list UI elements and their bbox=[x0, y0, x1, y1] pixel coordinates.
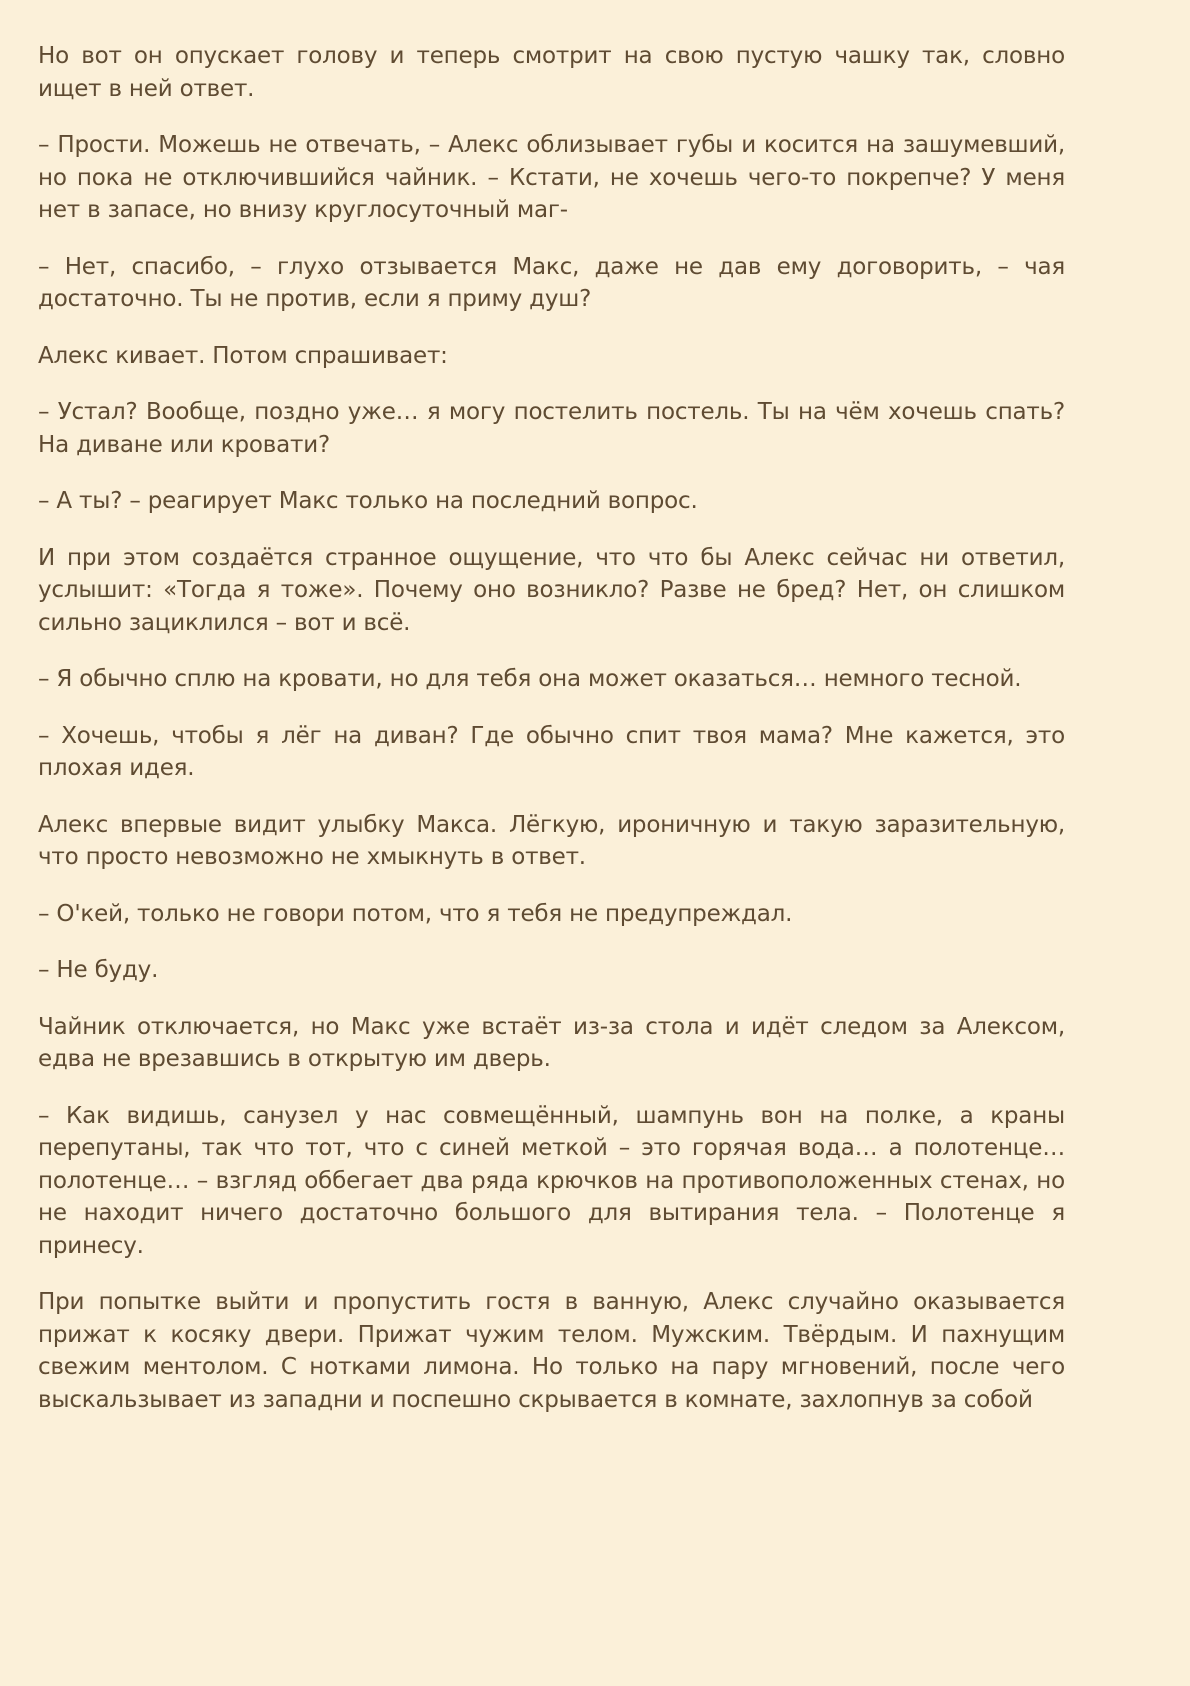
paragraph-8: – Я обычно сплю на кровати, но для тебя она может оказаться… немного тесной. bbox=[38, 666, 1022, 692]
paragraph-7: И при этом создаётся странное ощущение, что что бы Алекс сейчас ни ответил, услышит: «Тогда я тоже». Почему оно возникло? Разве не бред? Нет, он слишком сильно зациклился – вот и всё. bbox=[38, 544, 1065, 636]
paragraph-15: При попытке выйти и пропустить гостя в ванную, Алекс случайно оказывается прижат к косяку двери. Прижат чужим телом. Мужским. Твёрдым. И пахнущим свежим ментолом. С нотками лимона. Но только на пару мгновений, после чего выскальзывает из западни и поспешно скрывается в комнате, захлопнув за собой bbox=[38, 1289, 1065, 1413]
paragraph-9: – Хочешь, чтобы я лёг на диван? Где обычно спит твоя мама? Мне кажется, это плохая идея. bbox=[38, 722, 1065, 781]
paragraph-14: – Как видишь, санузел у нас совмещённый, шампунь вон на полке, а краны перепутаны, так что тот, что с синей меткой – это горячая вода… а полотенце… полотенце… – взгляд оббегает два ряда крючков на противоположенных стенах, но не находит ничего достаточно большого для вытирания тела. – Полотенце я принесу. bbox=[38, 1102, 1065, 1259]
paragraph-2: – Прости. Можешь не отвечать, – Алекс облизывает губы и косится на зашумевший, но пока не отключившийся чайник. – Кстати, не хочешь чего-то покрепче? У меня нет в запасе, но внизу круглосуточный маг- bbox=[38, 132, 1065, 223]
paragraph-5: – Устал? Вообще, поздно уже… я могу постелить постель. Ты на чём хочешь спать? На диване или кровати? bbox=[38, 399, 1065, 458]
paragraph-11: – О'кей, только не говори потом, что я тебя не предупреждал. bbox=[38, 900, 793, 927]
paragraph-12: – Не буду. bbox=[38, 957, 159, 983]
paragraph-6: – А ты? – реагирует Макс только на последний вопрос. bbox=[38, 488, 698, 514]
paragraph-10: Алекс впервые видит улыбку Макса. Лёгкую, ироничную и такую заразительную, что просто невозможно не хмыкнуть в ответ. bbox=[38, 811, 1065, 870]
paragraph-4: Алекс кивает. Потом спрашивает: bbox=[38, 342, 448, 369]
paragraph-13: Чайник отключается, но Макс уже встаёт из-за стола и идёт следом за Алексом, едва не врезавшись в открытую им дверь. bbox=[38, 1013, 1065, 1072]
paragraph-3: – Нет, спасибо, – глухо отзывается Макс, даже не дав ему договорить, – чая достаточно. Ты не против, если я приму душ? bbox=[38, 253, 1065, 312]
paragraph-1: Но вот он опускает голову и теперь смотрит на свою пустую чашку так, словно ищет в ней ответ. bbox=[38, 43, 1065, 102]
